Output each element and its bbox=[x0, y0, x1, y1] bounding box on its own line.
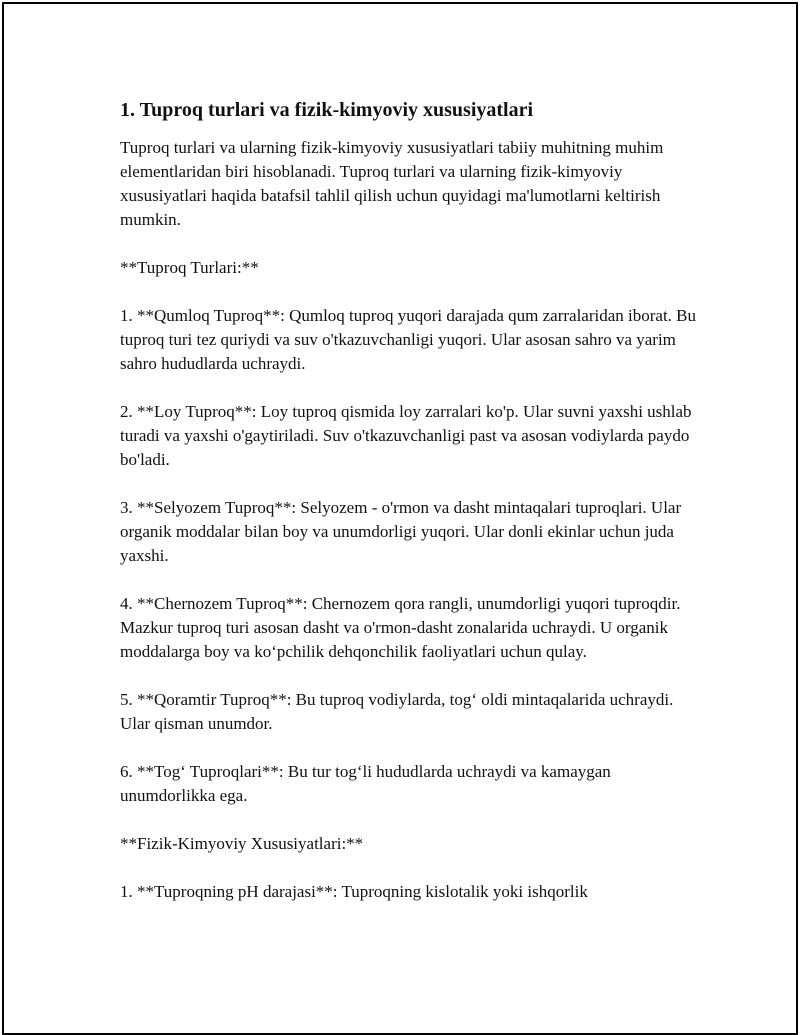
paragraph-qoramtir-soil: 5. **Qoramtir Tuproq**: Bu tuproq vodiylarda, tog‘ oldi mintaqalarida uchraydi. Ular qisman unumdor. bbox=[120, 690, 674, 733]
document-page bbox=[2, 2, 798, 1035]
paragraph-sandy-soil: 1. **Qumloq Tuproq**: Qumloq tuproq yuqori darajada qum zarralaridan iborat. Bu tuproq turi tez quriydi va suv o'tkazuvchanligi yuqori. Ular asosan sahro va yarim sahro hududlarda uchraydi. bbox=[120, 306, 697, 373]
document-content bbox=[120, 96, 700, 904]
paragraph-clay-soil: 2. **Loy Tuproq**: Loy tuproq qismida loy zarralari ko'p. Ular suvni yaxshi ushlab turadi va yaxshi o'gaytiriladi. Suv o'tkazuvchanligi past va asosan vodiylarda paydo bo'ladi. bbox=[120, 402, 692, 469]
paragraph-intro: Tuproq turlari va ularning fizik-kimyoviy xususiyatlari tabiiy muhitning muhim elementlaridan biri hisoblanadi. Tuproq turlari va ularning fizik-kimyoviy xususiyatlari haqida batafsil tahlil qilish uchun quyidagi ma'lumotlarni keltirish mumkin. bbox=[120, 138, 664, 229]
paragraph-ph-level: 1. **Tuproqning pH darajasi**: Tuproqning kislotalik yoki ishqorlik bbox=[120, 882, 588, 901]
paragraph-chernozem-soil: 4. **Chernozem Tuproq**: Chernozem qora rangli, unumdorligi yuqori tuproqdir. Mazkur tuproq turi asosan dasht va o'rmon-dasht zonalarida uchraydi. U organik moddalarga boy va ko‘pchilik dehqonchilik faoliyatlari uchun qulay. bbox=[120, 594, 681, 661]
paragraph-physchem-heading: **Fizik-Kimyoviy Xususiyatlari:** bbox=[120, 834, 364, 853]
document-title: 1. Tuproq turlari va fizik-kimyoviy xususiyatlari bbox=[120, 99, 534, 121]
paragraph-mountain-soil: 6. **Tog‘ Tuproqlari**: Bu tur tog‘li hududlarda uchraydi va kamaygan unumdorlikka ega. bbox=[120, 762, 611, 805]
paragraph-selyozem-soil: 3. **Selyozem Tuproq**: Selyozem - o'rmon va dasht mintaqalari tuproqlari. Ular organik moddalar bilan boy va unumdorligi yuqori. Ular donli ekinlar uchun juda yaxshi. bbox=[120, 498, 682, 565]
paragraph-soil-types-heading: **Tuproq Turlari:** bbox=[120, 258, 259, 277]
